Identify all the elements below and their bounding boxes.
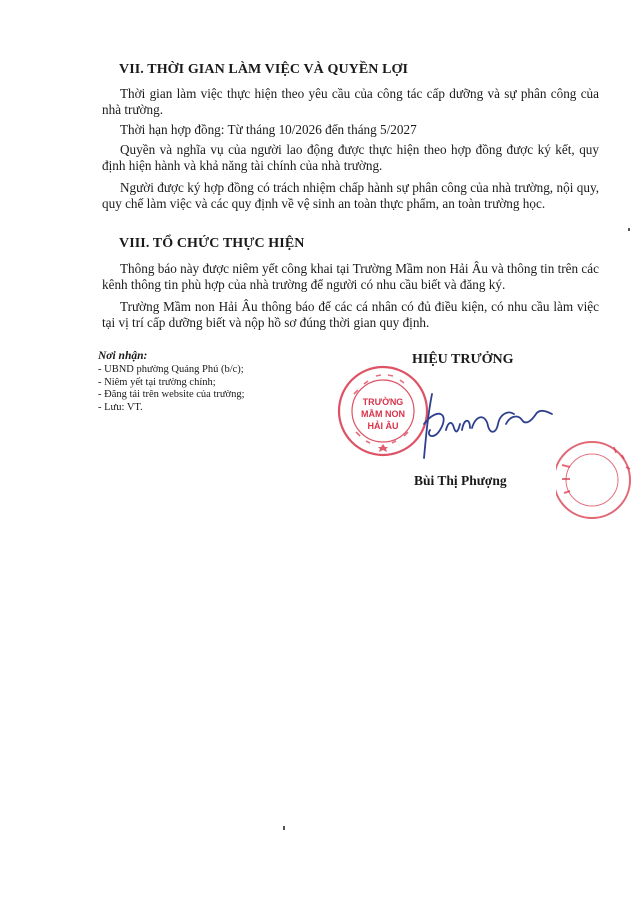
list-item: - Lưu: VT.	[98, 401, 143, 413]
section-heading-vii: VII. THỜI GIAN LÀM VIỆC VÀ QUYỀN LỢI	[119, 62, 409, 77]
paragraph: Thời hạn hợp đồng: Từ tháng 10/2026 đến tháng 5/2027	[120, 122, 417, 137]
seal-text: HẢI ÂU	[367, 421, 399, 431]
list-item: - Đăng tải trên website của trường;	[98, 389, 245, 401]
section-heading-viii: VIII. TỔ CHỨC THỰC HIỆN	[119, 236, 305, 251]
partial-seal-decoration	[556, 437, 636, 523]
paragraph: Trường Mầm non Hải Âu thông báo để các cá nhân có đủ điều kiện, có nhu cầu làm việc tại vị trí cấp dưỡng biết và nộp hồ sơ đúng thời gian quy định.	[102, 299, 599, 331]
list-item: - UBND phường Quảng Phú (b/c);	[98, 364, 244, 375]
seal-text: TRƯỜNG	[362, 397, 404, 407]
signer-name: Bùi Thị Phượng	[414, 473, 507, 488]
paragraph: Quyền và nghĩa vụ của người lao động được thực hiện theo hợp đồng được ký kết, quy định hiện hành và khả năng tài chính của nhà trường.	[102, 142, 599, 174]
paragraph: Thời gian làm việc thực hiện theo yêu cầu của công tác cấp dưỡng và sự phân công của nhà trường.	[102, 86, 599, 118]
recipients-title: Nơi nhận:	[98, 350, 148, 362]
signature-title: HIỆU TRƯỞNG	[412, 352, 514, 367]
scan-mark	[283, 826, 285, 830]
paragraph: Người được ký hợp đồng có trách nhiệm chấp hành sự phân công của nhà trường, nội quy, quy chế làm việc và các quy định về vệ sinh an toàn thực phẩm, an toàn trường học.	[102, 180, 599, 212]
list-item: - Niêm yết tại trường chính;	[98, 376, 216, 388]
scan-mark	[628, 228, 630, 231]
handwritten-signature	[410, 384, 560, 464]
seal-text: MẦM NON	[361, 409, 405, 419]
recipients-list	[98, 364, 245, 414]
paragraph: Thông báo này được niêm yết công khai tại Trường Mầm non Hải Âu và thông tin trên các kênh thông tin phù hợp của nhà trường để người có nhu cầu biết và đăng ký.	[102, 261, 599, 293]
